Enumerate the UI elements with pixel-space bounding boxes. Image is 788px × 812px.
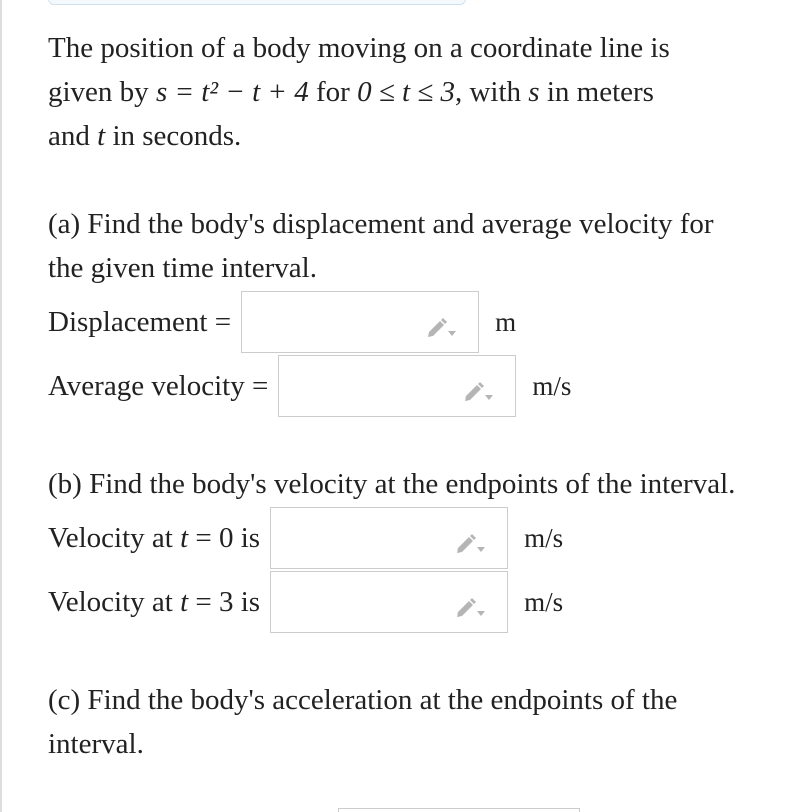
pencil-icon[interactable] <box>455 530 487 552</box>
velocity-t0-input[interactable] <box>270 507 508 569</box>
average-velocity-row <box>48 354 738 418</box>
velocity-t0-label: Velocity at t = 0 is <box>48 521 261 554</box>
displacement-input[interactable] <box>241 291 479 353</box>
intro-line-1: The position of a body moving on a coordinate line is <box>48 32 670 64</box>
velocity-t3-row <box>48 570 738 634</box>
time-domain: 0 ≤ t ≤ 3 <box>357 76 455 108</box>
velocity-t3-input[interactable] <box>270 571 508 633</box>
part-a-prompt: (a) Find the body's displacement and average velocity for the given time interval. <box>48 208 714 284</box>
part-a <box>48 202 738 418</box>
previous-panel-edge <box>48 0 466 5</box>
left-divider <box>0 0 2 812</box>
pencil-icon[interactable] <box>455 594 487 616</box>
velocity-t3-unit: m/s <box>524 586 564 617</box>
pencil-icon[interactable] <box>463 378 495 400</box>
part-b <box>48 462 738 634</box>
pencil-icon[interactable] <box>426 314 458 336</box>
problem-container <box>48 26 738 766</box>
average-velocity-unit: m/s <box>532 370 572 401</box>
displacement-unit: m <box>495 306 517 337</box>
problem-intro: The position of a body moving on a coordinate line is given by s = t² − t + 4 for 0 ≤ t ≤ 3, with s in meters and t in seconds. <box>48 32 670 152</box>
average-velocity-input[interactable] <box>278 355 516 417</box>
acceleration-input-partial[interactable] <box>338 808 580 812</box>
part-c-prompt: (c) Find the body's acceleration at the endpoints of the interval. <box>48 684 678 760</box>
velocity-t0-unit: m/s <box>524 522 564 553</box>
velocity-t3-label: Velocity at t = 3 is <box>48 585 261 618</box>
displacement-row <box>48 290 738 354</box>
average-velocity-label: Average velocity = <box>48 369 269 402</box>
part-b-prompt: (b) Find the body's velocity at the endpoints of the interval. <box>48 468 736 500</box>
part-c <box>48 678 738 766</box>
velocity-t0-row <box>48 506 738 570</box>
displacement-label: Displacement = <box>48 305 232 338</box>
position-equation: s = t² − t + 4 <box>155 76 309 108</box>
